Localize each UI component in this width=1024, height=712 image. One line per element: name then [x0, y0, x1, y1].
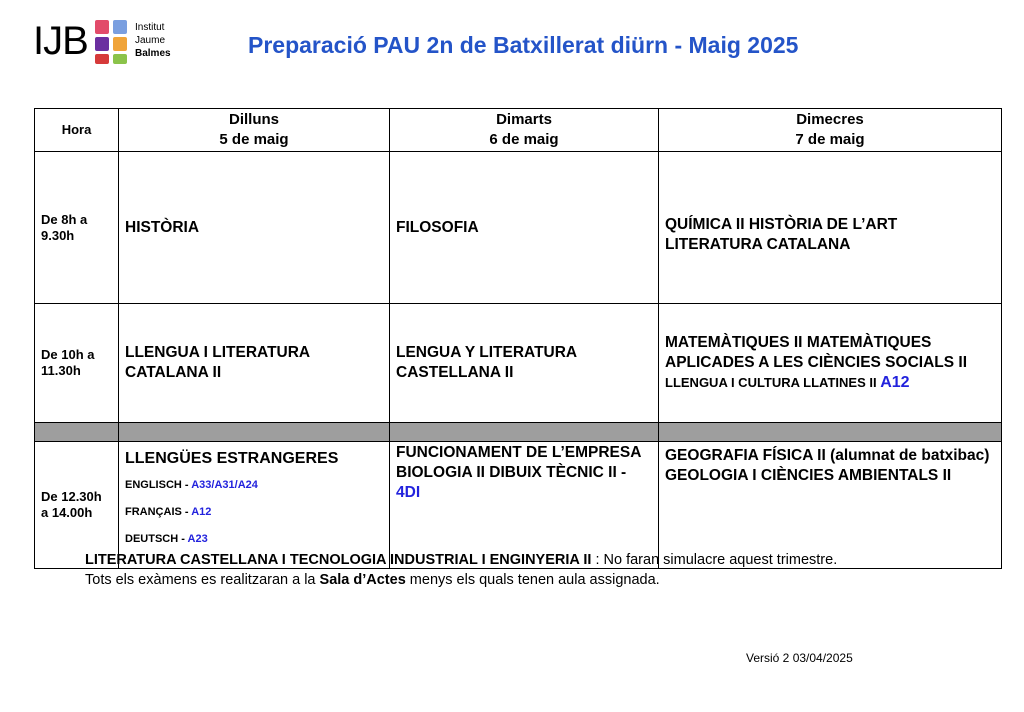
logo-square-5 — [95, 54, 109, 64]
hour-cell: De 10h a 11.30h — [35, 304, 119, 423]
room-label: A33/A31/A24 — [191, 479, 258, 491]
hour-cell: De 12.30h a 14.00h — [35, 442, 119, 569]
exam-subject: MATEMÀTIQUES APLICADES A LES CIÈNCIES SOCIALS II — [665, 334, 968, 371]
break-row — [35, 423, 1002, 442]
logo-square-2 — [113, 20, 127, 34]
schedule-row-2 — [35, 304, 1002, 423]
header-hora: Hora — [35, 109, 119, 152]
exam-cell-tue — [390, 442, 659, 569]
exam-cell-wed — [659, 442, 1002, 569]
exam-subject: LLENGÜES ESTRANGERES — [125, 450, 339, 467]
day-date: 6 de maig — [489, 131, 559, 148]
logo-square-6 — [113, 54, 127, 64]
room-label: 4DI — [396, 484, 421, 501]
language-item: ENGLISCH - A33/A31/A24 — [125, 479, 258, 491]
language-item: FRANÇAIS - A12 — [125, 506, 212, 518]
exam-subject: MATEMÀTIQUES II — [665, 334, 803, 351]
exam-cell-mon: HISTÒRIA — [119, 152, 390, 304]
break-cell — [659, 423, 1002, 442]
logo-line-1: Institut — [135, 22, 165, 33]
exam-cell-tue: FILOSOFIA — [390, 152, 659, 304]
exam-subject: LLENGUA I CULTURA LLATINES II — [665, 375, 877, 390]
hour-cell: De 8h a 9.30h — [35, 152, 119, 304]
logo-square-3 — [95, 37, 109, 51]
exam-subject: DIBUIX TÈCNIC II - — [489, 464, 627, 481]
break-cell — [390, 423, 659, 442]
exam-subject: FUNCIONAMENT DE L’EMPRESA — [396, 444, 641, 461]
day-name: Dimarts — [496, 111, 552, 128]
room-label: A12 — [880, 374, 910, 391]
schedule-table — [34, 108, 1002, 569]
day-date: 5 de maig — [219, 131, 289, 148]
note-location — [85, 572, 660, 588]
exam-cell-tue: LENGUA Y LITERATURA CASTELLANA II — [390, 304, 659, 423]
day-name: Dimecres — [796, 111, 864, 128]
exam-subject: BIOLOGIA II — [396, 464, 485, 481]
day-date: 7 de maig — [795, 131, 865, 148]
schedule-row-1 — [35, 152, 1002, 304]
note-text: Tots els exàmens es realitzaran a la — [85, 572, 320, 588]
logo-line-3: Balmes — [135, 48, 171, 59]
room-label: A23 — [187, 533, 208, 545]
note-no-simulation — [85, 552, 837, 568]
exam-subject: QUÍMICA II — [665, 215, 745, 233]
break-cell — [35, 423, 119, 442]
note-subjects: LITERATURA CASTELLANA I TECNOLOGIA INDUSTRIAL I ENGINYERIA II — [85, 552, 592, 568]
logo-square-1 — [95, 20, 109, 34]
note-room: Sala d’Actes — [319, 572, 406, 588]
logo-square-4 — [113, 37, 127, 51]
note-text: : No faran simulacre aquest trimestre. — [591, 552, 838, 568]
version-label: Versió 2 03/04/2025 — [746, 651, 853, 665]
exam-cell-wed — [659, 152, 1002, 304]
header-day-mon — [119, 109, 390, 152]
day-name: Dilluns — [228, 111, 279, 128]
exam-subject: FÍSICA II (alumnat de batxibac) — [762, 447, 990, 464]
logo-line-2: Jaume — [135, 35, 166, 46]
logo-mark: IJB — [33, 19, 88, 63]
exam-subject-with-room — [665, 375, 910, 390]
exam-cell-mon — [119, 442, 390, 569]
header-row — [35, 109, 1002, 152]
break-cell — [119, 423, 390, 442]
exam-subject: LITERATURA CATALANA — [665, 235, 851, 253]
page-title: Preparació PAU 2n de Batxillerat diürn - Maig 2025 — [248, 32, 799, 58]
school-logo — [33, 18, 183, 66]
exam-cell-mon: LLENGUA I LITERATURA CATALANA II — [119, 304, 390, 423]
exam-subject: GEOGRAFIA — [665, 447, 759, 464]
exam-subject: HISTÒRIA DE L’ART — [748, 215, 898, 233]
schedule-row-3 — [35, 442, 1002, 569]
exam-subject: GEOLOGIA I CIÈNCIES AMBIENTALS II — [665, 467, 952, 484]
logo-text — [135, 21, 171, 60]
language-name: FRANÇAIS — [125, 506, 182, 518]
room-label: A12 — [191, 506, 212, 518]
language-name: ENGLISCH — [125, 479, 182, 491]
note-text: menys els quals tenen aula assignada. — [405, 572, 660, 588]
language-item: DEUTSCH - A23 — [125, 533, 208, 545]
exam-cell-wed — [659, 304, 1002, 423]
header-day-tue — [390, 109, 659, 152]
language-name: DEUTSCH — [125, 533, 179, 545]
header-day-wed — [659, 109, 1002, 152]
